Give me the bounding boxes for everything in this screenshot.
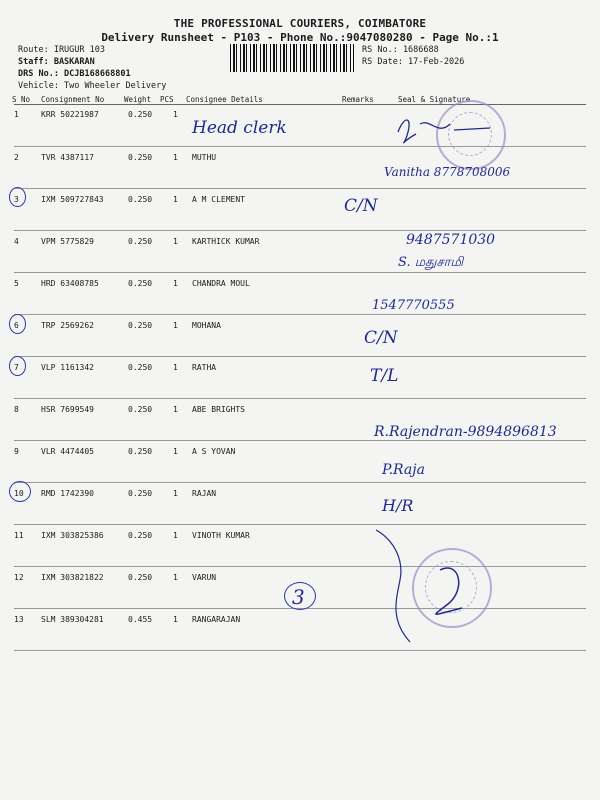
pcs: 1	[173, 405, 178, 414]
row-divider	[14, 188, 586, 189]
sno: 7	[14, 363, 19, 372]
signature-row4: 9487571030	[406, 232, 496, 248]
rs-date: RS Date: 17-Feb-2026	[362, 57, 465, 67]
consignment-no: RMD 1742390	[41, 489, 94, 498]
col-consignment: Consignment No	[41, 95, 105, 104]
consignee: VINOTH KUMAR	[192, 531, 250, 540]
consignment-no: HSR 7699549	[41, 405, 94, 414]
col-seal: Seal & Signature	[398, 95, 471, 104]
row-divider	[14, 272, 586, 273]
signature-row1	[390, 110, 500, 150]
consignee: VARUN	[192, 573, 217, 582]
consignee: CHANDRA MOUL	[192, 279, 250, 288]
consignment-no: VLR 4474405	[41, 447, 94, 456]
sno: 9	[14, 447, 19, 456]
drs-label: DRS No.: DCJB168668801	[18, 69, 131, 79]
col-pcs: PCS	[160, 95, 174, 104]
weight: 0.250	[128, 279, 153, 288]
pcs: 1	[173, 237, 178, 246]
weight: 0.250	[128, 110, 153, 119]
route-label: Route: IRUGUR 103	[18, 45, 105, 55]
consignee: RATHA	[192, 363, 217, 372]
sno: 3	[14, 195, 19, 204]
weight: 0.250	[128, 321, 153, 330]
sheet-title: THE PROFESSIONAL COURIERS, COIMBATORE	[173, 17, 427, 30]
weight: 0.250	[128, 573, 153, 582]
sno: 8	[14, 405, 19, 414]
signature-row10: P.Raja	[382, 462, 425, 478]
sno: 2	[14, 153, 19, 162]
consignee: MUTHU	[192, 153, 217, 162]
row-divider	[14, 314, 586, 315]
consignment-no: TRP 2569262	[41, 321, 94, 330]
weight: 0.250	[128, 237, 153, 246]
remark-row3: C/N	[344, 196, 378, 216]
consignee: MOHANA	[192, 321, 221, 330]
row-divider	[14, 230, 586, 231]
row-divider	[14, 356, 586, 357]
row-divider	[14, 398, 586, 399]
handwritten-mark-row12: 3	[292, 585, 305, 609]
vehicle-label: Vehicle: Two Wheeler Delivery	[18, 81, 167, 91]
handwritten-circle	[9, 481, 31, 502]
consignment-no: VPM 5775829	[41, 237, 94, 246]
sheet-subtitle: Delivery Runsheet - P103 - Phone No.:9047080280 - Page No.:1	[101, 31, 499, 44]
weight: 0.250	[128, 195, 153, 204]
handwritten-circle	[9, 187, 26, 207]
weight: 0.250	[128, 363, 153, 372]
pcs: 1	[173, 489, 178, 498]
consignment-no: HRD 63408785	[41, 279, 99, 288]
signature-row12	[370, 520, 490, 650]
consignment-no: IXM 303821822	[41, 573, 104, 582]
consignee: RAJAN	[192, 489, 217, 498]
consignee: KARTHICK KUMAR	[192, 237, 260, 246]
weight: 0.250	[128, 405, 153, 414]
staff-label: Staff: BASKARAN	[18, 57, 95, 67]
weight: 0.250	[128, 489, 153, 498]
col-remarks: Remarks	[342, 95, 374, 104]
sno: 6	[14, 321, 19, 330]
sno: 5	[14, 279, 19, 288]
consignee: A M CLEMENT	[192, 195, 245, 204]
consignment-no: IXM 303825386	[41, 531, 104, 540]
handwritten-circle	[284, 582, 316, 610]
remark-row7: T/L	[370, 366, 399, 386]
barcode	[230, 44, 354, 72]
header-divider	[14, 104, 586, 105]
sno: 4	[14, 237, 19, 246]
sno: 1	[14, 110, 19, 119]
weight: 0.250	[128, 531, 153, 540]
consignment-no: SLM 389304281	[41, 615, 104, 624]
row-divider	[14, 566, 586, 567]
sno: 12	[14, 573, 24, 582]
signature-row2: Vanitha 8778708006	[384, 165, 511, 179]
rs-number: RS No.: 1686688	[362, 45, 439, 55]
remark-row10: H/R	[382, 496, 414, 515]
signature-row9: R.Rajendran-9894896813	[374, 424, 557, 440]
handwritten-circle	[9, 356, 26, 376]
pcs: 1	[173, 321, 178, 330]
pcs: 1	[173, 531, 178, 540]
pcs: 1	[173, 615, 178, 624]
weight: 0.250	[128, 153, 153, 162]
row-divider	[14, 524, 586, 525]
consignee: ABE BRIGHTS	[192, 405, 245, 414]
consignee: A S YOVAN	[192, 447, 236, 456]
weight: 0.250	[128, 447, 153, 456]
consignment-no: KRR 50221987	[41, 110, 99, 119]
pcs: 1	[173, 279, 178, 288]
consignment-no: VLP 1161342	[41, 363, 94, 372]
pcs: 1	[173, 153, 178, 162]
col-sno: S No	[12, 95, 31, 104]
remark-row6: C/N	[364, 328, 398, 348]
signature-row5-number: 1547770555	[372, 298, 455, 313]
consignee: RANGARAJAN	[192, 615, 241, 624]
sno: 10	[14, 489, 24, 498]
consignment-no: TVR 4387117	[41, 153, 94, 162]
signature-row5-name: S. மதுசாமி	[398, 255, 464, 270]
consignee-handwritten: Head clerk	[192, 118, 287, 138]
col-weight: Weight	[124, 95, 152, 104]
row-divider	[14, 440, 586, 441]
sno: 11	[14, 531, 24, 540]
pcs: 1	[173, 110, 178, 119]
pcs: 1	[173, 447, 178, 456]
col-consignee: Consignee Details	[186, 95, 263, 104]
row-divider	[14, 650, 586, 651]
row-divider	[14, 482, 586, 483]
sno: 13	[14, 615, 24, 624]
pcs: 1	[173, 363, 178, 372]
handwritten-circle	[9, 314, 26, 334]
consignment-no: IXM 509727843	[41, 195, 104, 204]
pcs: 1	[173, 573, 178, 582]
pcs: 1	[173, 195, 178, 204]
weight: 0.455	[128, 615, 153, 624]
